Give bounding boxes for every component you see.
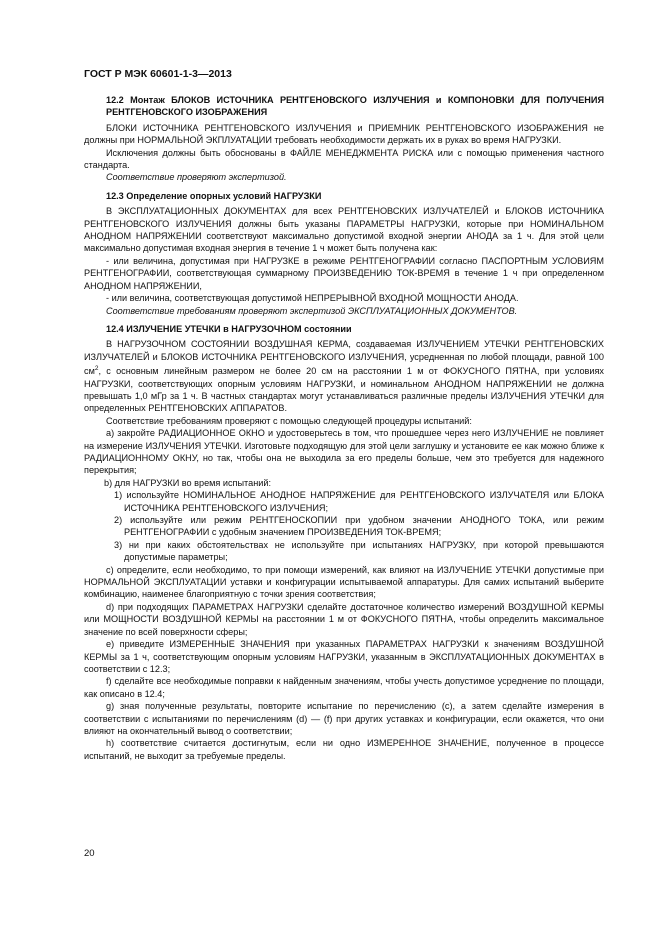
- superscript-2: 2: [94, 365, 99, 373]
- test-step-b-1: 1) используйте НОМИНАЛЬНОЕ АНОДНОЕ НАПРЯЖЕНИЕ для РЕНТГЕНОВСКОГО ИЗЛУЧАТЕЛЯ или БЛОКА ИСТОЧНИКА РЕНТГЕНОВСКОГО ИЗЛУЧЕНИЯ;: [114, 490, 604, 513]
- test-step-h: h) соответствие считается достигнутым, если ни одно ИЗМЕРЕННОЕ ЗНАЧЕНИЕ, полученное в процессе испытаний, не выходит за требуемые пределы.: [84, 738, 604, 761]
- section-12-3-compliance: Соответствие требованиям проверяют экспертизой ЭКСПЛУАТАЦИОННЫХ ДОКУМЕНТОВ.: [106, 305, 518, 316]
- section-12-2-compliance: Соответствие проверяют экспертизой.: [106, 172, 287, 183]
- section-12-4-paragraph-1-part-a: В НАГРУЗОЧНОМ СОСТОЯНИИ ВОЗДУШНАЯ КЕРМА, создаваемая ИЗЛУЧЕНИЕМ УТЕЧКИ РЕНТГЕНОВСКИХ ИЗЛУЧАТЕЛЕЙ и БЛОКОВ ИСТОЧНИКА РЕНТГЕНОВСКОГО ИЗЛУЧЕНИЯ, усредненная по любой площади, равной 100 см: [84, 339, 604, 377]
- test-step-e: e) приведите ИЗМЕРЕННЫЕ ЗНАЧЕНИЯ при указанных ПАРАМЕТРАХ НАГРУЗКИ к значениям ВОЗДУШНОЙ КЕРМЫ за 1 ч, соответствующим опорным условиям НАГРУЗКИ, указанным в ЭКСПЛУАТАЦИОННЫХ ДОКУМЕНТАХ в соответствии с 12.3;: [84, 639, 604, 674]
- section-12-2-heading: 12.2 Монтаж БЛОКОВ ИСТОЧНИКА РЕНТГЕНОВСКОГО ИЗЛУЧЕНИЯ и КОМПОНОВКИ ДЛЯ ПОЛУЧЕНИЯ РЕНТГЕНОВСКОГО ИЗОБРАЖЕНИЯ: [106, 95, 604, 118]
- section-12-3-bullet-2: - или величина, соответствующая допустимой НЕПРЕРЫВНОЙ ВХОДНОЙ МОЩНОСТИ АНОДА.: [106, 293, 519, 304]
- document-header: ГОСТ Р МЭК 60601-1-3—2013: [84, 68, 232, 80]
- section-12-4-paragraph-1-part-b: , с основным линейным размером не более 20 см на расстоянии 1 м от ФОКУСНОГО ПЯТНА, при условиях НАГРУЗКИ, соответствующих опорным условиям НАГРУЗКИ, и номинальном АНОДНОМ НАПРЯЖЕНИИ не должна превышать 1,0 мГр за 1 ч. В частных стандартах могут устанавливаться различные пределы ИЗЛУЧЕНИЯ УТЕЧКИ для определенных РЕНТГЕНОВСКИХ АППАРАТОВ.: [84, 366, 604, 414]
- test-step-b: b) для НАГРУЗКИ во время испытаний:: [104, 477, 271, 488]
- test-step-g: g) зная полученные результаты, повторите испытание по перечислению (c), а затем сделайте измерения в соответствии с испытаниями по перечислениям (d) — (f) при других уставках и конфигурации, если окажется, что они влияют на окончательный вывод о соответствии;: [84, 701, 604, 736]
- section-12-4-paragraph-1: [84, 338, 604, 414]
- section-12-4-test-intro: Соответствие требованиям проверяют с помощью следующей процедуры испытаний:: [106, 415, 472, 426]
- section-12-3-bullet-1: - или величина, допустимая при НАГРУЗКЕ в режиме РЕНТГЕНОГРАФИИ согласно ПАСПОРТНЫМ УСЛОВИЯМ РЕНТГЕНОГРАФИИ, соответствующая суммарному ПРОИЗВЕДЕНИЮ ТОК-ВРЕМЯ в течение 1 ч при определенном АНОДНОМ НАПРЯЖЕНИИ,: [84, 255, 604, 291]
- test-step-b-3: 3) ни при каких обстоятельствах не используйте при испытаниях НАГРУЗКУ, при которой превышаются допустимые параметры;: [114, 539, 604, 563]
- page-number: 20: [84, 848, 95, 859]
- test-step-b-2: 2) используйте или режим РЕНТГЕНОСКОПИИ при удобном значении АНОДНОГО ТОКА, или режим РЕНТГЕНОГРАФИИ с удобным значением ПРОИЗВЕДЕНИЯ ТОК-ВРЕМЯ;: [114, 515, 604, 538]
- section-12-3-paragraph-1: В ЭКСПЛУАТАЦИОННЫХ ДОКУМЕНТАХ для всех РЕНТГЕНОВСКИХ ИЗЛУЧАТЕЛЕЙ и БЛОКОВ ИСТОЧНИКА РЕНТГЕНОВСКОГО ИЗЛУЧЕНИЯ должны быть указаны ПАРАМЕТРЫ НАГРУЗКИ, которые при НОМИНАЛЬНОМ АНОДНОМ НАПРЯЖЕНИИ соответствуют максимально допустимой входной энергии АНОДА за 1 ч. Для этой цели максимально допустимая входная энергия в течение 1 ч может быть получена как:: [84, 206, 604, 254]
- section-12-2-paragraph-2: Исключения должны быть обоснованы в ФАЙЛЕ МЕНЕДЖМЕНТА РИСКА или с помощью применения частного стандарта.: [84, 147, 604, 171]
- test-step-d: d) при подходящих ПАРАМЕТРАХ НАГРУЗКИ сделайте достаточное количество измерений ВОЗДУШНОЙ КЕРМЫ или МОЩНОСТИ ВОЗДУШНОЙ КЕРМЫ на расстоянии 1 м от ФОКУСНОГО ПЯТНА, чтобы определить максимальное значение по всей поверхности сферы;: [84, 601, 604, 637]
- section-12-3-heading: 12.3 Определение опорных условий НАГРУЗКИ: [106, 190, 322, 201]
- document-body: [84, 94, 604, 762]
- test-step-a: a) закройте РАДИАЦИОННОЕ ОКНО и удостоверьтесь в том, что прошедшее через него ИЗЛУЧЕНИЕ не повлияет на измерение ИЗЛУЧЕНИЯ УТЕЧКИ. Изготовьте подходящую для этой цели заглушку и установите ее как можно ближе к РАДИАЦИОННОМУ ОКНУ, но так, чтобы она не выходила за его пределы больше, чем это требуется для надежного перекрытия;: [84, 428, 604, 476]
- test-step-c: c) определите, если необходимо, то при помощи измерений, как влияют на ИЗЛУЧЕНИЕ УТЕЧКИ допустимые при НОРМАЛЬНОЙ ЭКСПЛУАТАЦИИ уставки и конфигурации испытываемой аппаратуры. Для самих испытаний выберите комбинацию, наименее благоприятную с точки зрения соответствия;: [84, 564, 604, 600]
- test-step-f: f) сделайте все необходимые поправки к найденным значениям, чтобы учесть допустимое усреднение по площади, как описано в 12.4;: [84, 676, 604, 699]
- section-12-4-heading: 12.4 ИЗЛУЧЕНИЕ УТЕЧКИ в НАГРУЗОЧНОМ состоянии: [106, 323, 352, 334]
- section-12-2-paragraph-1: БЛОКИ ИСТОЧНИКА РЕНТГЕНОВСКОГО ИЗЛУЧЕНИЯ и ПРИЕМНИК РЕНТГЕНОВСКОГО ИЗОБРАЖЕНИЯ не должны при НОРМАЛЬНОЙ ЭКПЛУАТАЦИИ требовать необходимости держать их в руках во время НАГРУЗКИ.: [84, 122, 604, 146]
